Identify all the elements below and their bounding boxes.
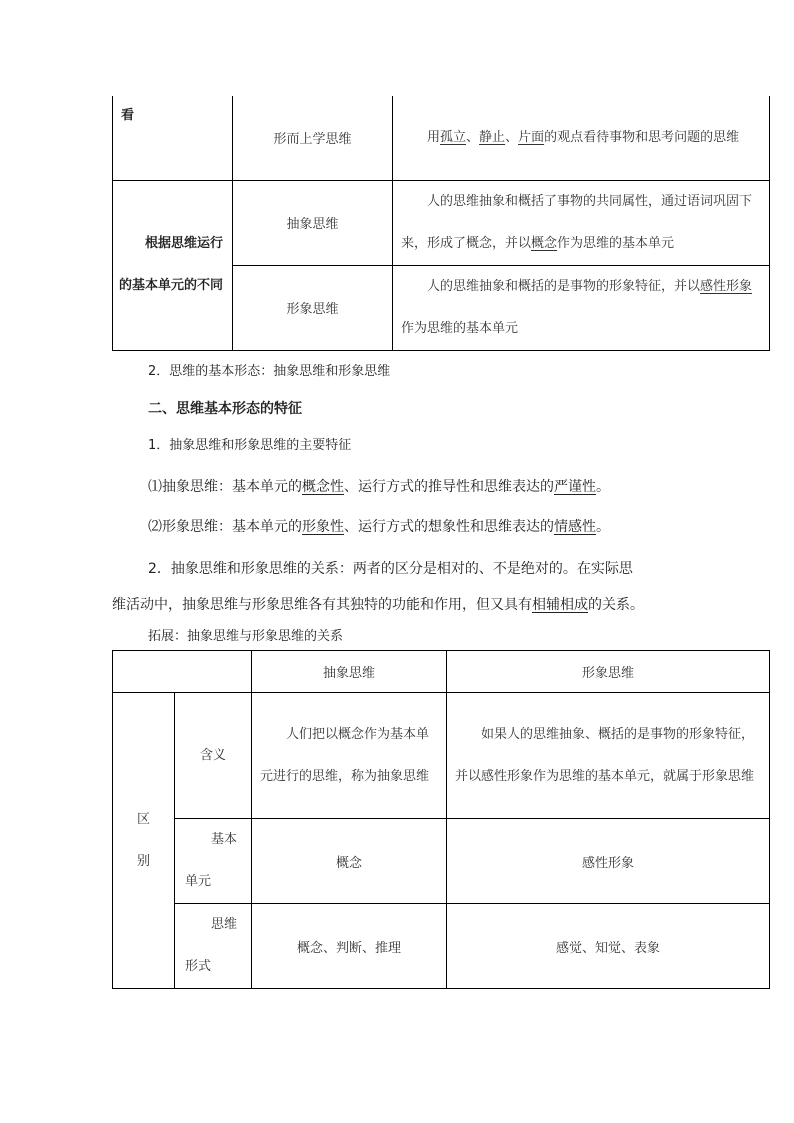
thinking-classification-table [112,96,770,351]
section-heading: 二、思维基本形态的特征 [148,401,302,417]
thinking-form-label-text: 思维形式 [185,917,238,974]
text-segment: 维活动中，抽象思维与形象思维各有其独特的功能和作用，但又具有 [112,597,532,613]
text-segment: 的关系。 [588,597,644,613]
abstract-form-cell: 概念、判断、推理 [252,904,447,989]
row-label: 看 [113,96,233,180]
table-row [113,904,770,989]
difference-group-label [113,693,175,989]
underlined-keyword: 相辅相成 [532,597,588,613]
text-segment: 作为思维的基本单元 [557,235,675,251]
text-segment: ⑵形象思维：基本单元的 [148,519,302,535]
definition-cell [393,180,770,265]
underlined-keyword: 孤立 [440,129,467,145]
image-unit-cell: 感性形象 [447,819,770,904]
table-header-row [113,651,770,693]
paragraph-image-features [112,516,794,536]
paragraph-relation-line2 [112,594,769,614]
thinking-type-cell: 形而上学思维 [233,96,393,180]
underlined-keyword: 形象性 [302,519,344,535]
image-meaning-cell: 如果人的思维抽象、概括的是事物的形象特征，并以感性形象作为思维的基本单元，就属于形象思维 [447,693,770,819]
paragraph-main-features: 1．抽象思维和形象思维的主要特征 [148,438,352,453]
text-segment: 人的思维抽象和概括的是事物的形象特征，并以 [427,278,701,294]
basic-unit-label-text: 基本单元 [185,832,238,889]
text-segment: 。 [596,519,610,535]
empty-header-cell [113,651,252,693]
paragraph-basic-forms: 2．思维的基本形态：抽象思维和形象思维 [148,364,391,379]
text-segment: 、 [505,129,519,145]
text-segment: 、 [466,129,480,145]
definition-cell [393,96,770,180]
underlined-keyword: 概念 [531,235,558,251]
underlined-keyword: 严谨性 [554,479,596,495]
underlined-keyword: 静止 [479,129,506,145]
thinking-type-cell: 形象思维 [233,265,393,350]
paragraph-relation-line1: 2．抽象思维和形象思维的关系：两者的区分是相对的、不是绝对的。在实际思 [148,561,633,577]
table-row [113,96,770,180]
underlined-keyword: 概念性 [302,479,344,495]
thinking-type-cell: 抽象思维 [233,180,393,265]
text-segment: 、运行方式的想象性和思维表达的 [344,519,554,535]
text-segment: 用 [427,129,441,145]
text-segment: 的观点看待事物和思考问题的思维 [544,129,740,145]
row-label-thinking-form [175,904,252,989]
paragraph-abstract-features [112,476,794,496]
difference-label-text: 区别 [137,811,151,869]
group-label-text: 根据思维运行的基本单元的不同 [119,236,224,293]
comparison-table [112,650,770,989]
header-image-thinking: 形象思维 [447,651,770,693]
text-segment: 作为思维的基本单元 [401,320,519,336]
table-row [113,180,770,265]
text-segment: 。 [596,479,610,495]
image-form-cell: 感觉、知觉、表象 [447,904,770,989]
underlined-keyword: 感性形象 [700,278,753,294]
group-label [113,180,233,350]
text-segment: ⑴抽象思维：基本单元的 [148,479,302,495]
header-abstract-thinking: 抽象思维 [252,651,447,693]
underlined-keyword: 情感性 [554,519,596,535]
row-label-basic-unit [175,819,252,904]
table-row [113,819,770,904]
text-segment: 人的思维抽象和概括了事物的共同属性，通过语词巩固下来，形成了概念，并以 [401,193,753,251]
underlined-keyword: 片面 [518,129,545,145]
paragraph-extension: 拓展：抽象思维与形象思维的关系 [148,629,344,644]
definition-cell [393,265,770,350]
table-row [113,693,770,819]
text-segment: 、运行方式的推导性和思维表达的 [344,479,554,495]
abstract-meaning-cell: 人们把以概念作为基本单元进行的思维，称为抽象思维 [252,693,447,819]
row-label-meaning: 含义 [175,693,252,819]
abstract-unit-cell: 概念 [252,819,447,904]
